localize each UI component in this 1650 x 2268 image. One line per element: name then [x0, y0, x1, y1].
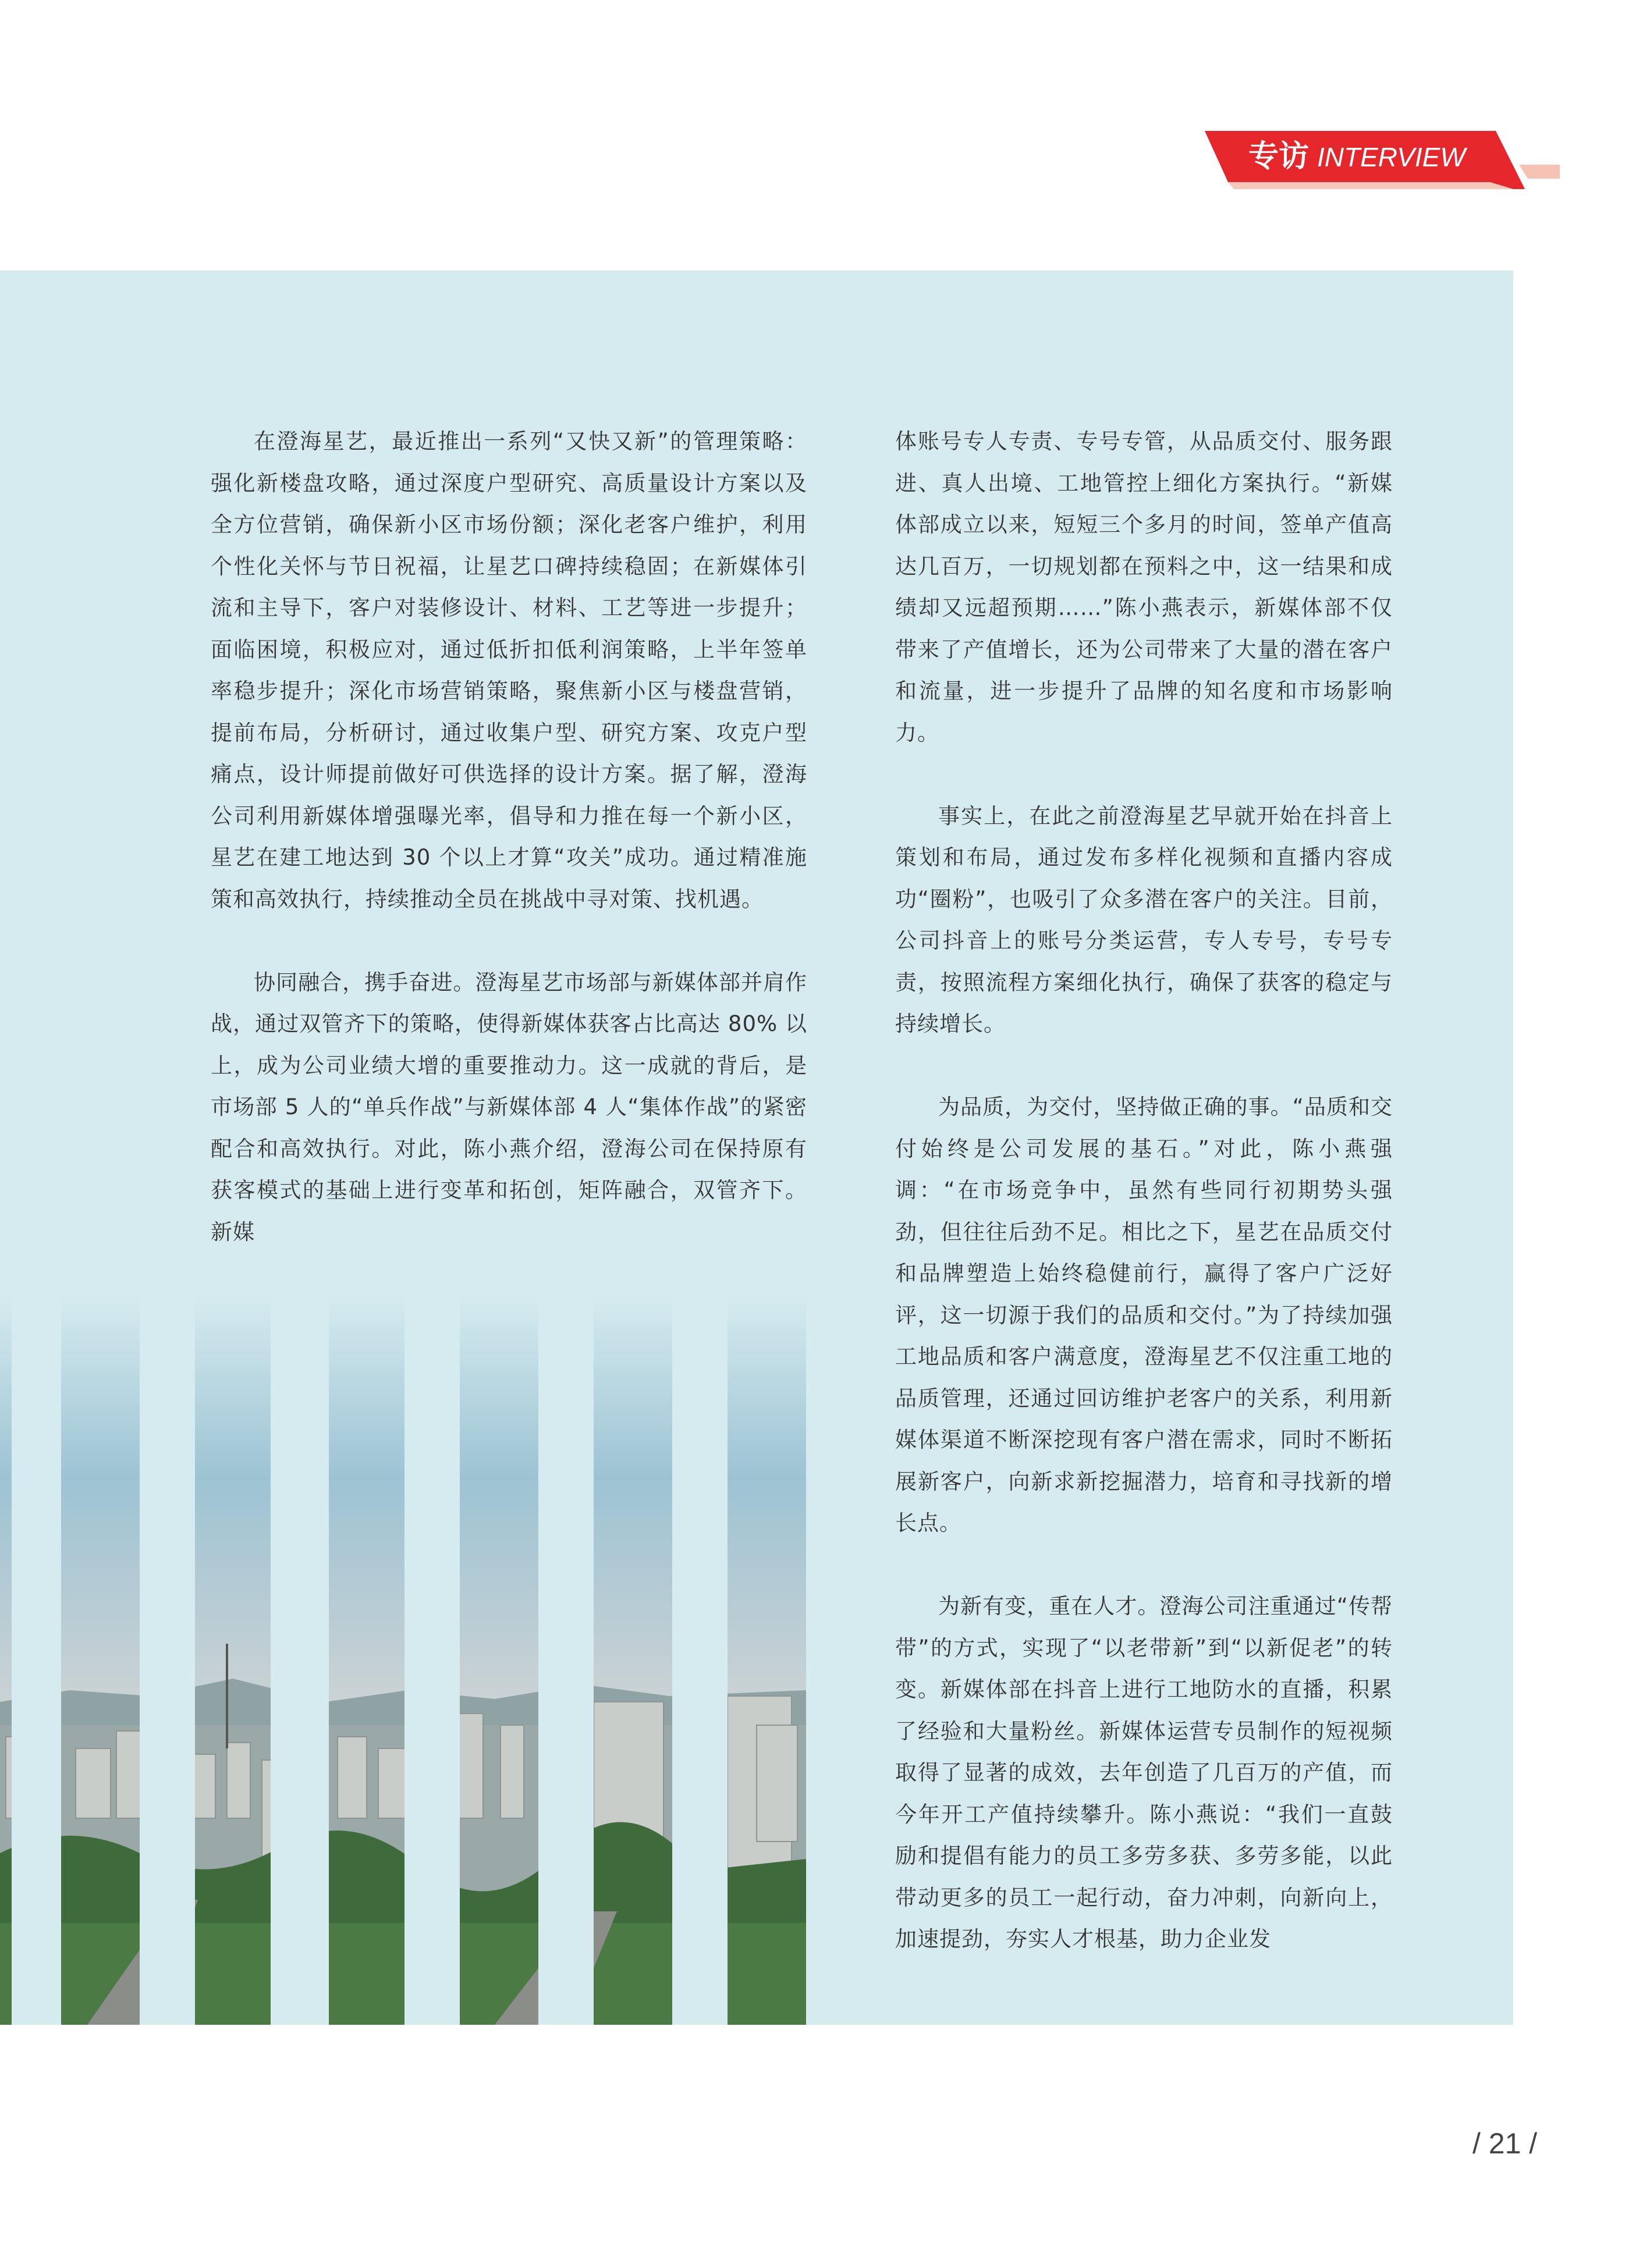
city-skyline-image [195, 1295, 271, 2025]
photo-stripe [195, 1295, 271, 2025]
photo-stripe [0, 1295, 12, 2025]
text-column-left [211, 421, 807, 1253]
photo-stripe [728, 1295, 806, 2025]
city-skyline-image [329, 1295, 404, 2025]
text-column-right [895, 421, 1393, 1960]
section-label-cn: 专访 [1248, 139, 1310, 174]
paragraph: 体账号专人专责、专号专管，从品质交付、服务跟进、真人出境、工地管控上细化方案执行。“新媒体部成立以来，短短三个多月的时间，签单产值高达几百万，一切规划都在预料之中，这一结果和成绩却又远超预期……”陈小燕表示，新媒体部不仅带来了产值增长，还为公司带来了大量的潜在客户和流量，进一步提升了品牌的知名度和市场影响力。 [895, 429, 1393, 745]
city-skyline-image [0, 1295, 12, 2025]
photo-stripe [594, 1295, 672, 2025]
paragraph: 协同融合，携手奋进。澄海星艺市场部与新媒体部并肩作战，通过双管齐下的策略，使得新媒体获客占比高达 80% 以上，成为公司业绩大增的重要推动力。这一成就的背后，是市场部 5 人的“单兵作战”与新媒体部 4 人“集体作战”的紧密配合和高效执行。对此，陈小燕介绍，澄海公司在保持原有获客模式的基础上进行变革和拓创，矩阵融合，双管齐下。新媒 [211, 969, 807, 1245]
paragraph: 事实上，在此之前澄海星艺早就开始在抖音上策划和布局，通过发布多样化视频和直播内容成功“圈粉”，也吸引了众多潜在客户的关注。目前，公司抖音上的账号分类运营，专人专号，专号专责，按照流程方案细化执行，确保了获客的稳定与持续增长。 [895, 803, 1393, 1036]
paragraph: 为新有变，重在人才。澄海公司注重通过“传帮带”的方式，实现了“以老带新”到“以新促老”的转变。新媒体部在抖音上进行工地防水的直播，积累了经验和大量粉丝。新媒体运营专员制作的短视频取得了显著的成效，去年创造了几百万的产值，而今年开工产值持续攀升。陈小燕说：“我们一直鼓励和提倡有能力的员工多劳多获、多劳多能，以此带动更多的员工一起行动，奋力冲刺，向新向上，加速提劲，夯实人才根基，助力企业发 [895, 1594, 1393, 1951]
paragraph: 在澄海星艺，最近推出一系列“又快又新”的管理策略：强化新楼盘攻略，通过深度户型研究、高质量设计方案以及全方位营销，确保新小区市场份额；深化老客户维护，利用个性化关怀与节日祝福，让星艺口碑持续稳固；在新媒体引流和主导下，客户对装修设计、材料、工艺等进一步提升；面临困境，积极应对，通过低折扣低利润策略，上半年签单率稳步提升；深化市场营销策略，聚焦新小区与楼盘营销，提前布局，分析研讨，通过收集户型、研究方案、攻克户型痛点，设计师提前做好可供选择的设计方案。据了解，澄海公司利用新媒体增强曝光率，倡导和力推在每一个新小区，星艺在建工地达到 30 个以上才算“攻关”成功。通过精准施策和高效执行，持续推动全员在挑战中寻对策、找机遇。 [211, 429, 807, 912]
paragraph: 为品质，为交付，坚持做正确的事。“品质和交付始终是公司发展的基石。”对此，陈小燕强调：“在市场竞争中，虽然有些同行初期势头强劲，但往往后劲不足。相比之下，星艺在品质交付和品牌塑造上始终稳健前行，赢得了客户广泛好评，这一切源于我们的品质和交付。”为了持续加强工地品质和客户满意度，澄海星艺不仅注重工地的品质管理，还通过回访维护老客户的关系，利用新媒体渠道不断深挖现有客户潜在需求，同时不断拓展新客户，向新求新挖掘潜力，培育和寻找新的增长点。 [895, 1094, 1393, 1535]
city-skyline-image [594, 1295, 672, 2025]
section-tag [1187, 131, 1560, 189]
city-skyline-image [728, 1295, 806, 2025]
photo-stripe [61, 1295, 140, 2025]
city-skyline-image [61, 1295, 140, 2025]
photo-stripe [460, 1295, 538, 2025]
city-photo-stripes [0, 1295, 806, 2025]
section-label-en: INTERVIEW [1317, 142, 1466, 172]
page-number: / 21 / [1472, 2127, 1538, 2160]
photo-stripe [329, 1295, 404, 2025]
city-skyline-image [460, 1295, 538, 2025]
